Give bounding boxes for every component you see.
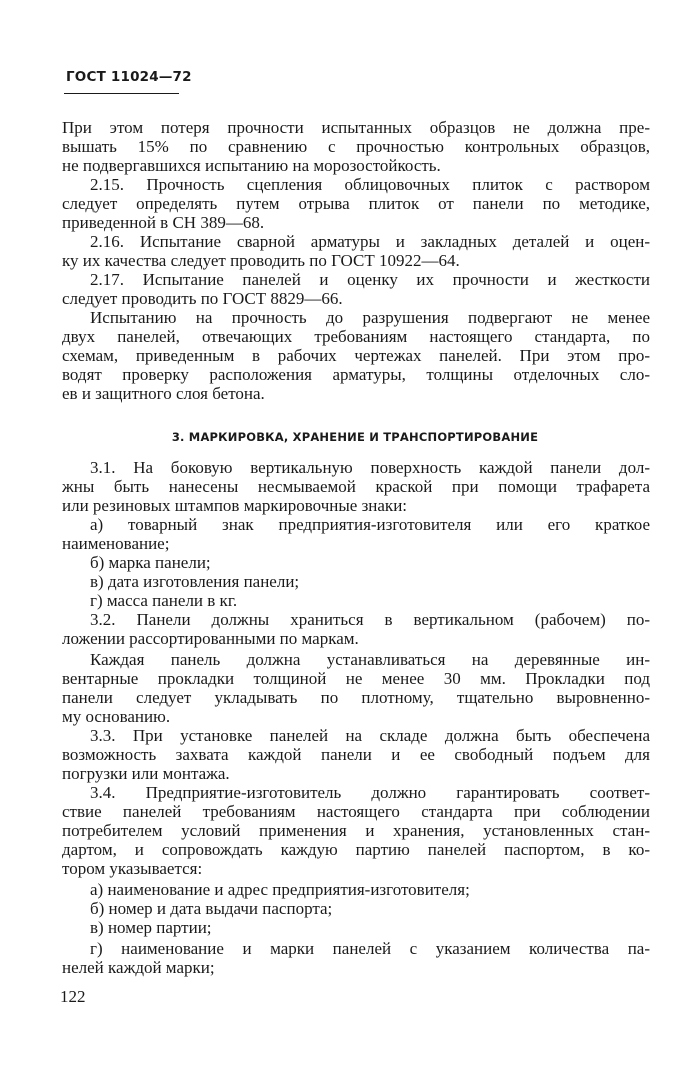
text-line: 3.4. Предприятие-изготовитель должно гарантировать соответ- <box>90 783 650 802</box>
text-line: ложении рассортированными по маркам. <box>62 629 359 648</box>
text-line: вышать 15% по сравнению с прочностью контрольных образцов, <box>62 137 650 156</box>
text-line: б) марка панели; <box>90 553 211 572</box>
text-line: жны быть нанесены несмываемой краской при помощи трафарета <box>62 477 650 496</box>
text-line: 2.17. Испытание панелей и оценку их прочности и жесткости <box>90 270 650 289</box>
text-line: двух панелей, отвечающих требованиям настоящего стандарта, по <box>62 327 650 346</box>
text-line: Испытанию на прочность до разрушения подвергают не менее <box>90 308 650 327</box>
running-header: ГОСТ 11024—72 <box>66 69 192 85</box>
text-line: наименование; <box>62 534 170 553</box>
text-line: потребителем условий применения и хранения, установленных стан- <box>62 821 650 840</box>
text-line: 2.16. Испытание сварной арматуры и закладных деталей и оцен- <box>90 232 650 251</box>
text-line: водят проверку расположения арматуры, толщины отделочных сло- <box>62 365 650 384</box>
text-line: ку их качества следует проводить по ГОСТ 10922—64. <box>62 251 460 270</box>
text-line: 3.2. Панели должны храниться в вертикальном (рабочем) по- <box>90 610 650 629</box>
text-line: му основанию. <box>62 707 171 726</box>
section-title: 3. МАРКИРОВКА, ХРАНЕНИЕ И ТРАНСПОРТИРОВАНИЕ <box>171 430 539 444</box>
text-line: в) дата изготовления панели; <box>90 572 300 591</box>
text-line: а) товарный знак предприятия-изготовителя или его краткое <box>90 515 650 534</box>
text-line: г) масса панели в кг. <box>90 591 238 610</box>
text-line: тором указывается: <box>62 859 203 878</box>
text-line: дартом, и сопровождать каждую партию панелей паспортом, в ко- <box>62 840 650 859</box>
text-line: в) номер партии; <box>90 918 212 937</box>
page-number: 122 <box>60 987 86 1006</box>
text-line: приведенной в СН 389—68. <box>62 213 265 232</box>
text-line: б) номер и дата выдачи паспорта; <box>90 899 333 918</box>
text-line: При этом потеря прочности испытанных образцов не должна пре- <box>62 118 650 137</box>
text-line: ев и защитного слоя бетона. <box>62 384 265 403</box>
text-line: не подвергавшихся испытанию на морозостойкость. <box>62 156 441 175</box>
header-rule <box>64 93 179 94</box>
text-line: следует проводить по ГОСТ 8829—66. <box>62 289 343 308</box>
text-line: ствие панелей требованиям настоящего стандарта при соблюдении <box>62 802 650 821</box>
text-line: Каждая панель должна устанавливаться на деревянные ин- <box>90 650 650 669</box>
text-line: а) наименование и адрес предприятия-изготовителя; <box>90 880 470 899</box>
text-line: г) наименование и марки панелей с указанием количества па- <box>90 939 650 958</box>
text-line: 3.1. На боковую вертикальную поверхность каждой панели дол- <box>90 458 650 477</box>
text-line: вентарные прокладки толщиной не менее 30 мм. Прокладки под <box>62 669 650 688</box>
text-line: нелей каждой марки; <box>62 958 215 977</box>
text-line: 2.15. Прочность сцепления облицовочных плиток с раствором <box>90 175 650 194</box>
text-line: панели следует укладывать по плотному, тщательно выровненно- <box>62 688 650 707</box>
text-line: следует определять путем отрыва плиток от панели по методике, <box>62 194 650 213</box>
text-line: или резиновых штампов маркировочные знаки: <box>62 496 408 515</box>
text-line: возможность захвата каждой панели и ее свободный подъем для <box>62 745 650 764</box>
text-line: 3.3. При установке панелей на складе должна быть обеспечена <box>90 726 650 745</box>
text-line: погрузки или монтажа. <box>62 764 230 783</box>
text-line: схемам, приведенным в рабочих чертежах панелей. При этом про- <box>62 346 650 365</box>
